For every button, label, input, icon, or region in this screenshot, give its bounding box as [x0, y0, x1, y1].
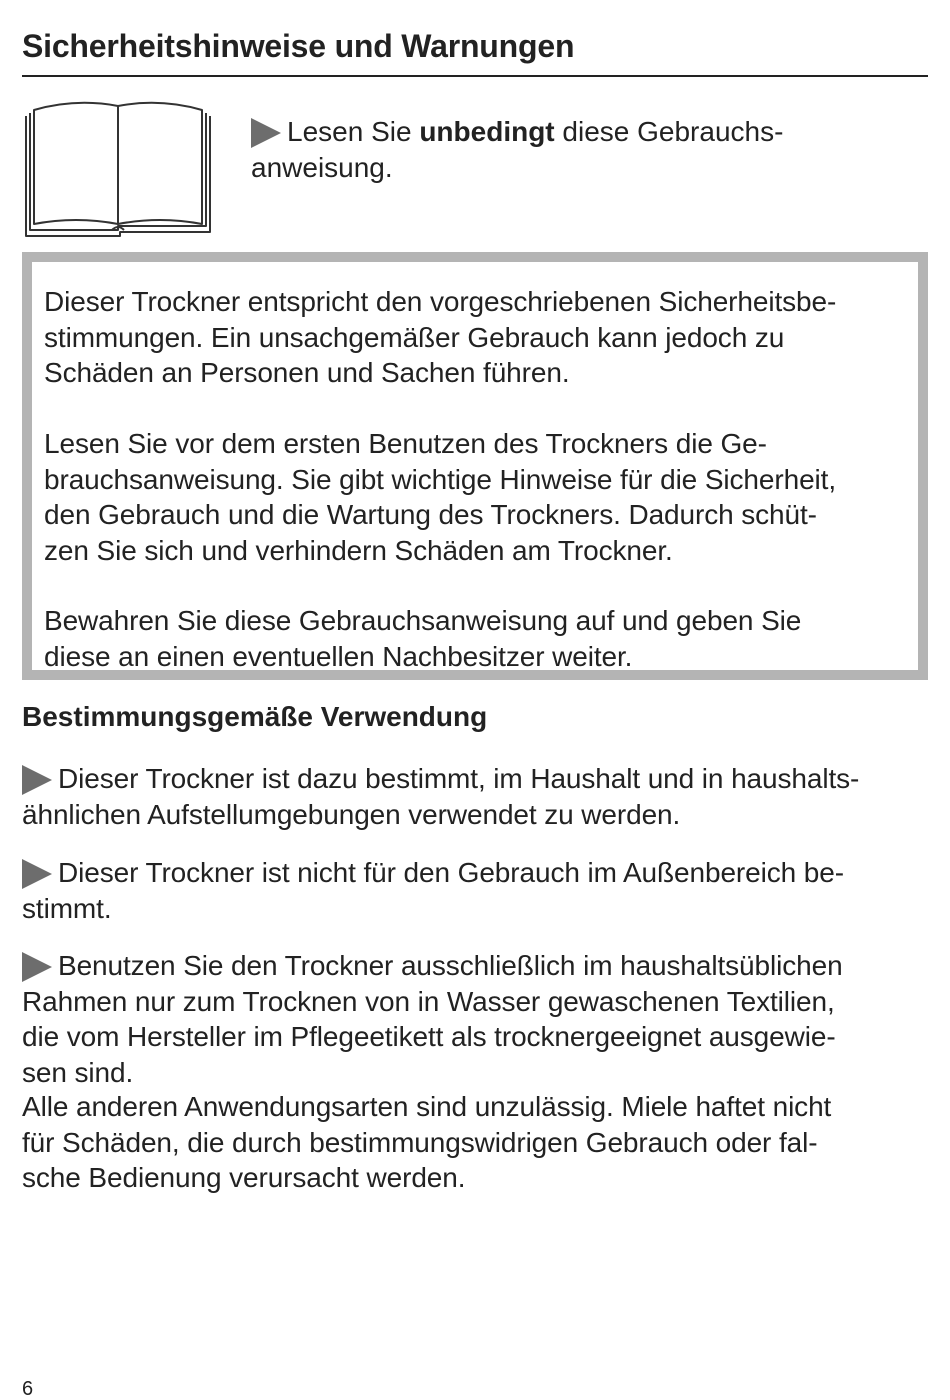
usage-line: stimmt.	[22, 892, 112, 924]
usage-line: Rahmen nur zum Trocknen von in Wasser gewaschenen Textilien,	[22, 985, 835, 1017]
notice-paragraph	[44, 603, 910, 674]
usage-item	[22, 855, 922, 926]
title-divider	[22, 75, 928, 77]
bullet-arrow-icon	[251, 118, 281, 148]
notice-line: Schäden an Personen und Sachen führen.	[44, 357, 570, 388]
read-note-line2: anweisung.	[251, 152, 393, 183]
safety-notice-box	[22, 252, 928, 680]
closing-line: für Schäden, die durch bestimmungswidrigen Gebrauch oder fal-	[22, 1126, 818, 1158]
notice-paragraph	[44, 426, 910, 568]
notice-line: brauchsanweisung. Sie gibt wichtige Hinweise für die Sicherheit,	[44, 463, 837, 495]
notice-line: Bewahren Sie diese Gebrauchsanweisung auf und geben Sie	[44, 605, 802, 636]
bullet-arrow-icon	[22, 765, 52, 795]
notice-line: Dieser Trockner entspricht den vorgeschriebenen Sicherheitsbe-	[44, 286, 837, 317]
notice-line: den Gebrauch und die Wartung des Trockners. Dadurch schüt-	[44, 499, 817, 530]
page-title: Sicherheitshinweise und Warnungen	[22, 28, 575, 64]
usage-line: die vom Hersteller im Pflegeetikett als trocknergeeignet ausgewie-	[22, 1021, 836, 1052]
usage-item	[22, 761, 922, 832]
read-note-prefix: Lesen Sie	[287, 116, 420, 147]
bullet-arrow-icon	[22, 859, 52, 889]
usage-line: sen sind.	[22, 1056, 134, 1088]
notice-line: zen Sie sich und verhindern Schäden am Trockner.	[44, 534, 673, 566]
notice-line: stimmungen. Ein unsachgemäßer Gebrauch kann jedoch zu	[44, 321, 785, 353]
usage-line: Benutzen Sie den Trockner ausschließlich im haushaltsüblichen	[58, 950, 843, 981]
usage-item	[22, 948, 922, 1090]
usage-line: Dieser Trockner ist dazu bestimmt, im Haushalt und in haushalts-	[58, 763, 860, 794]
closing-line: Alle anderen Anwendungsarten sind unzulässig. Miele haftet nicht	[22, 1091, 832, 1122]
book-icon	[22, 96, 214, 242]
notice-paragraph	[44, 284, 910, 391]
notice-line: diese an einen eventuellen Nachbesitzer weiter.	[44, 640, 633, 672]
page-number: 6	[22, 1378, 34, 1400]
bullet-arrow-icon	[22, 952, 52, 982]
read-instruction	[251, 114, 891, 186]
usage-line: Dieser Trockner ist nicht für den Gebrauch im Außenbereich be-	[58, 857, 844, 888]
usage-closing-paragraph	[22, 1089, 922, 1196]
read-note-suffix: diese Gebrauchs-	[554, 116, 784, 147]
section-heading: Bestimmungsgemäße Verwendung	[22, 701, 488, 732]
notice-line: Lesen Sie vor dem ersten Benutzen des Trockners die Ge-	[44, 428, 767, 459]
closing-line: sche Bedienung verursacht werden.	[22, 1162, 466, 1193]
read-note-emphasis: unbedingt	[419, 116, 555, 147]
usage-line: ähnlichen Aufstellumgebungen verwendet zu werden.	[22, 798, 681, 830]
